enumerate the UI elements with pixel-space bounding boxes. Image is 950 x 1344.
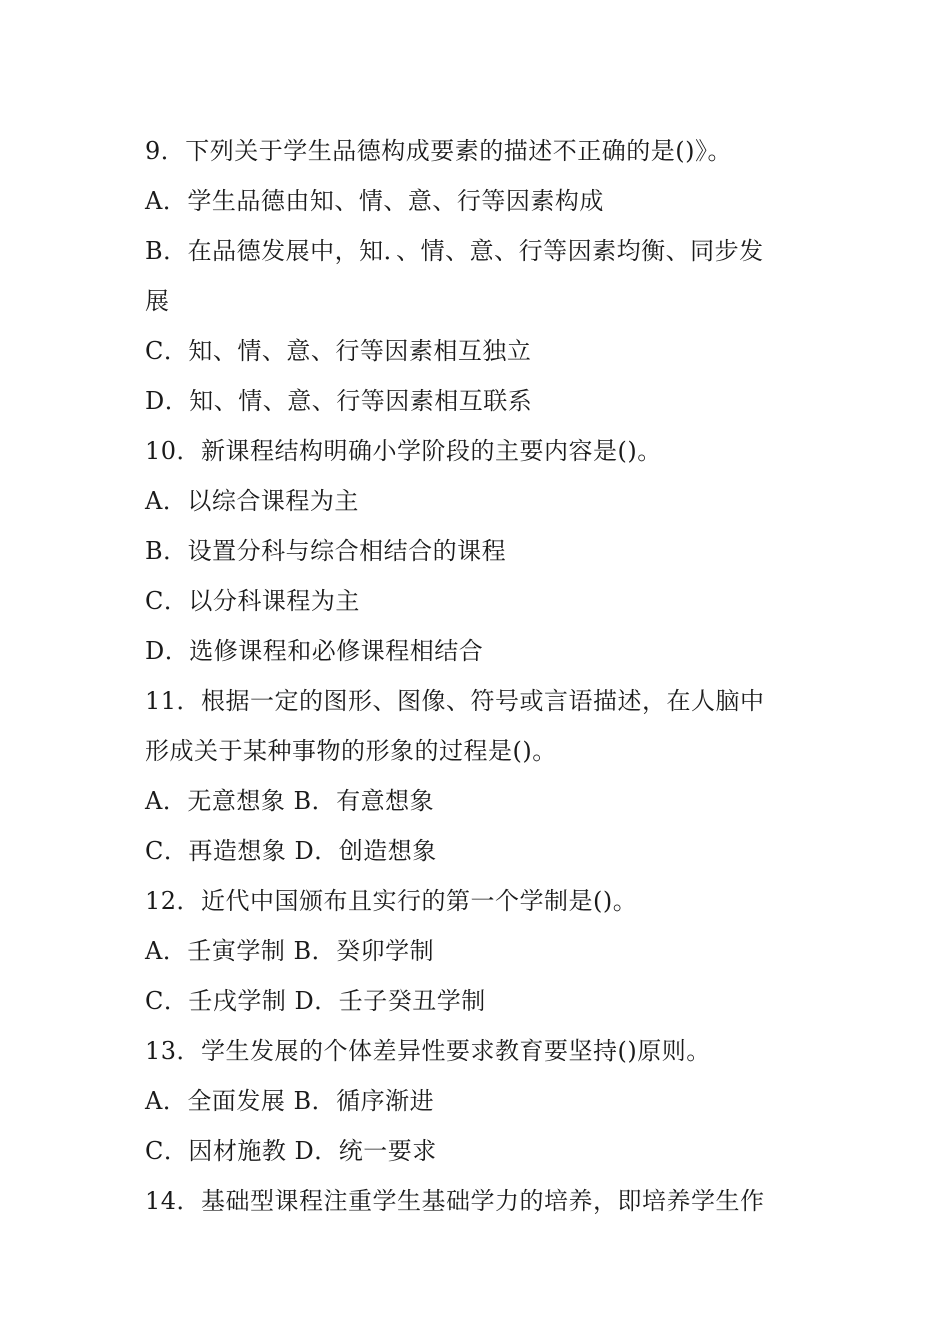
- question-9-option-b-continued: 展: [145, 287, 170, 315]
- question-10-option-d: D．选修课程和必修课程相结合: [145, 637, 484, 665]
- question-9-option-c: C．知、情、意、行等因素相互独立: [145, 337, 532, 365]
- question-10-option-a: A．以综合课程为主: [145, 487, 359, 515]
- question-9-stem: 9．下列关于学生品德构成要素的描述不正确的是()》。: [145, 137, 732, 165]
- question-9-option-d: D．知、情、意、行等因素相互联系: [145, 387, 533, 415]
- question-10-stem: 10．新课程结构明确小学阶段的主要内容是()。: [145, 437, 662, 465]
- question-13-stem: 13．学生发展的个体差异性要求教育要坚持()原则。: [145, 1037, 711, 1065]
- question-10-option-b: B．设置分科与综合相结合的课程: [145, 537, 507, 565]
- question-12-stem: 12．近代中国颁布且实行的第一个学制是()。: [145, 887, 638, 915]
- question-11-stem: 11．根据一定的图形、图像、符号或言语描述，在人脑中: [145, 687, 765, 715]
- question-12-options-ab: A．壬寅学制 B．癸卯学制: [145, 937, 435, 965]
- question-11-options-cd: C．再造想象 D．创造想象: [145, 837, 437, 865]
- question-9-option-b: B．在品德发展中，知．、情、意、行等因素均衡、同步发: [145, 237, 764, 265]
- question-13-options-ab: A．全面发展 B．循序渐进: [145, 1087, 435, 1115]
- question-12-options-cd: C．壬戌学制 D．壬子癸丑学制: [145, 987, 486, 1015]
- question-text-block: [145, 126, 810, 1226]
- question-14-stem: 14．基础型课程注重学生基础学力的培养，即培养学生作: [145, 1187, 765, 1215]
- question-9-option-a: A．学生品德由知、情、意、行等因素构成: [145, 187, 604, 215]
- question-13-options-cd: C．因材施教 D．统一要求: [145, 1137, 437, 1165]
- question-11-options-ab: A．无意想象 B．有意想象: [145, 787, 435, 815]
- question-11-stem-continued: 形成关于某种事物的形象的过程是()。: [145, 737, 557, 765]
- question-10-option-c: C．以分科课程为主: [145, 587, 360, 615]
